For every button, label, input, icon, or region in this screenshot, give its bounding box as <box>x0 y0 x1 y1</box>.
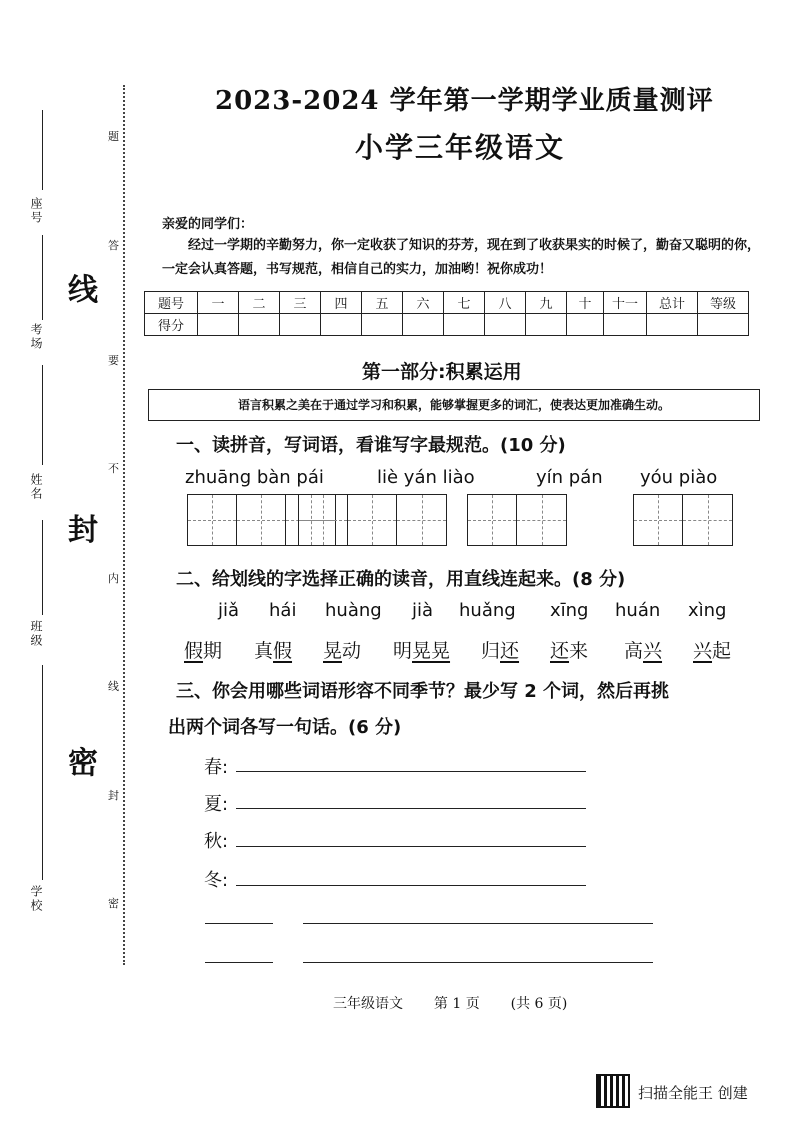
inner-char-8: 密 <box>108 897 119 910</box>
q2-word-2: 真假 <box>254 640 293 662</box>
score-cell[interactable] <box>362 314 403 336</box>
score-cell[interactable] <box>485 314 526 336</box>
score-cell[interactable] <box>198 314 239 336</box>
score-header-cell: 五 <box>362 292 403 314</box>
q2-word-6: 还来 <box>550 640 589 662</box>
q2-reading-3: huàng <box>325 600 382 621</box>
score-header-cell: 九 <box>526 292 567 314</box>
q3-title-line2: 出两个词各写一句话。(6 分) <box>168 717 402 738</box>
tian-cell[interactable] <box>468 495 517 545</box>
q1-writing-grid-2[interactable] <box>298 494 447 546</box>
score-cell[interactable] <box>321 314 362 336</box>
score-header-cell: 七 <box>444 292 485 314</box>
q1-title: 一、读拼音，写词语，看谁写字最规范。(10 分) <box>176 435 566 456</box>
seal-char-secret: 密 <box>68 746 98 781</box>
qr-code-icon <box>596 1074 630 1108</box>
q3-word-blank-2[interactable] <box>205 962 273 963</box>
q2-reading-2: hái <box>269 600 297 621</box>
q3-season-winter: 冬: <box>204 870 229 891</box>
score-header-cell: 十 <box>567 292 604 314</box>
q1-pinyin-2: liè yán liào <box>377 467 475 488</box>
name-label: 姓名 <box>29 473 43 501</box>
q1-pinyin-3: yín pán <box>536 467 603 488</box>
q3-autumn-answer-line[interactable] <box>236 846 586 847</box>
q3-season-summer: 夏: <box>204 794 229 815</box>
exam-room-line <box>42 235 43 320</box>
q2-reading-6: xīng <box>550 600 589 621</box>
intro-text: 经过一学期的辛勤努力，你一定收获了知识的芬芳，现在到了收获果实的时候了，勤奋又聪明的你，一定会认真答题，书写规范，相信自己的实力，加油哟！祝你成功！ <box>162 238 761 277</box>
score-cell[interactable] <box>444 314 485 336</box>
score-header-cell: 三 <box>280 292 321 314</box>
score-cell[interactable] <box>567 314 604 336</box>
inner-char-6: 线 <box>108 680 119 693</box>
inner-char-3: 要 <box>108 354 119 367</box>
tian-cell[interactable] <box>237 495 286 545</box>
tian-cell[interactable] <box>683 495 732 545</box>
score-cell[interactable] <box>403 314 444 336</box>
q3-sentence-line-2[interactable] <box>303 962 653 963</box>
inner-char-1: 题 <box>108 130 119 143</box>
inner-char-2: 答 <box>108 239 119 252</box>
score-header-cell: 题号 <box>145 292 198 314</box>
footer-subject: 三年级语文 <box>333 996 403 1012</box>
q3-word-blank-1[interactable] <box>205 923 273 924</box>
q2-word-3: 晃动 <box>323 640 362 662</box>
class-line <box>42 520 43 615</box>
seal-char-line: 线 <box>68 273 98 308</box>
footer-total-pages: (共 6 页) <box>510 996 568 1012</box>
part1-quote-box: 语言积累之美在于通过学习和积累，能够掌握更多的词汇，使表达更加准确生动。 <box>148 389 760 421</box>
q1-writing-grid-4[interactable] <box>633 494 733 546</box>
q2-reading-4: jià <box>412 600 434 621</box>
score-cell[interactable] <box>647 314 698 336</box>
score-header-cell: 六 <box>403 292 444 314</box>
score-header-cell: 八 <box>485 292 526 314</box>
q3-spring-answer-line[interactable] <box>236 771 586 772</box>
exam-subtitle: 小学三年级语文 <box>355 131 566 164</box>
seat-line <box>42 110 43 190</box>
tian-cell[interactable] <box>299 495 348 545</box>
score-table <box>144 291 749 336</box>
score-cell[interactable] <box>280 314 321 336</box>
binding-dotted-line <box>123 85 125 965</box>
class-label: 班级 <box>29 620 43 648</box>
seat-label: 座号 <box>29 197 43 225</box>
q3-season-autumn: 秋: <box>204 831 229 852</box>
score-header-cell: 二 <box>239 292 280 314</box>
score-header-cell: 等级 <box>698 292 749 314</box>
q1-pinyin-4: yóu piào <box>640 467 718 488</box>
score-header-cell: 十一 <box>604 292 647 314</box>
exam-title: 2023-2024 学年第一学期学业质量测评 <box>215 86 714 116</box>
score-header-cell: 一 <box>198 292 239 314</box>
q3-title-line1: 三、你会用哪些词语形容不同季节？最少写 2 个词，然后再挑 <box>176 681 670 702</box>
score-cell[interactable] <box>239 314 280 336</box>
part1-title: 第一部分:积累运用 <box>362 361 522 383</box>
q3-winter-answer-line[interactable] <box>236 885 586 886</box>
tian-cell[interactable] <box>634 495 683 545</box>
q2-word-4: 明晃晃 <box>393 640 451 662</box>
tian-cell[interactable] <box>517 495 566 545</box>
inner-char-7: 封 <box>108 789 119 802</box>
scanner-watermark: 扫描全能王 创建 <box>638 1084 748 1102</box>
score-row-label: 得分 <box>145 314 198 336</box>
q3-season-spring: 春: <box>204 757 229 778</box>
inner-char-5: 内 <box>108 572 119 585</box>
q2-reading-7: huán <box>615 600 661 621</box>
score-cell[interactable] <box>604 314 647 336</box>
q2-reading-1: jiǎ <box>218 600 240 621</box>
q1-writing-grid-3[interactable] <box>467 494 567 546</box>
tian-cell[interactable] <box>188 495 237 545</box>
q2-word-7: 高兴 <box>624 640 663 662</box>
q2-title: 二、给划线的字选择正确的读音，用直线连起来。(8 分) <box>176 569 626 590</box>
q3-summer-answer-line[interactable] <box>236 808 586 809</box>
q2-reading-8: xìng <box>688 600 727 621</box>
score-table-header-row <box>145 292 749 314</box>
page-footer <box>333 993 567 1013</box>
q2-reading-5: huǎng <box>459 600 516 621</box>
seal-char-seal: 封 <box>68 513 98 548</box>
score-header-cell: 四 <box>321 292 362 314</box>
score-cell[interactable] <box>698 314 749 336</box>
exam-room-label: 考场 <box>29 323 43 351</box>
q2-word-8: 兴起 <box>693 640 732 662</box>
q2-word-5: 归还 <box>481 640 520 662</box>
q1-pinyin-1: zhuāng bàn pái <box>185 467 324 488</box>
inner-char-4: 不 <box>108 462 119 475</box>
school-label: 学校 <box>29 885 43 913</box>
school-line <box>42 665 43 880</box>
greeting: 亲爱的同学们： <box>162 217 254 232</box>
score-cell[interactable] <box>526 314 567 336</box>
name-line <box>42 365 43 465</box>
q2-word-1: 假期 <box>184 640 223 662</box>
footer-page-number: 第 1 页 <box>433 996 480 1012</box>
tian-cell[interactable] <box>348 495 397 545</box>
q3-sentence-line-1[interactable] <box>303 923 653 924</box>
score-header-cell: 总计 <box>647 292 698 314</box>
tian-cell[interactable] <box>397 495 446 545</box>
score-table-score-row <box>145 314 749 336</box>
